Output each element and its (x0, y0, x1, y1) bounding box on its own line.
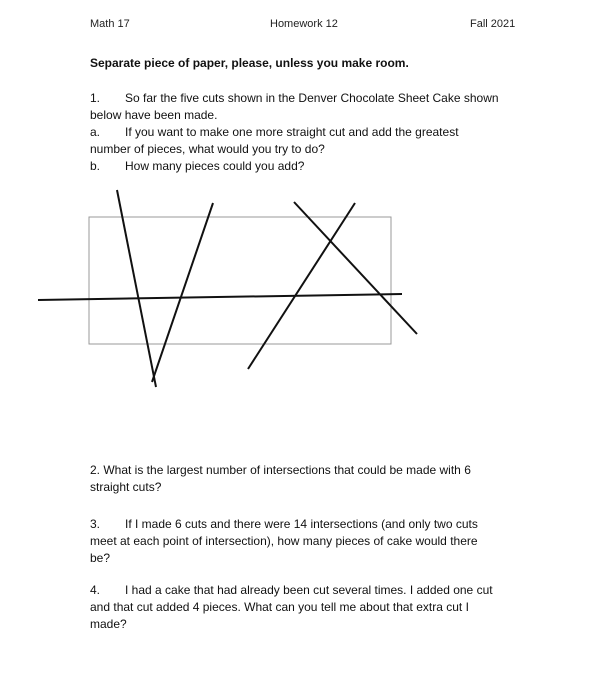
q1-number: 1. (90, 91, 101, 105)
q4-line3: made? (90, 617, 127, 631)
question-2 (90, 462, 530, 496)
instruction-text: Separate piece of paper, please, unless you make room. (90, 56, 409, 70)
assignment-title: Homework 12 (270, 18, 338, 30)
question-3 (90, 516, 530, 567)
question-4 (90, 582, 530, 633)
q2-line1: 2. What is the largest number of intersections that could be made with 6 (90, 463, 471, 477)
q1a-line1: If you want to make one more straight cut and add the greatest (125, 125, 459, 139)
cut-line-1 (117, 190, 156, 387)
q1a-label: a. (90, 125, 101, 139)
q3-line2: meet at each point of intersection), how many pieces of cake would there (90, 534, 478, 548)
q3-number: 3. (90, 517, 101, 531)
q3-line1: If I made 6 cuts and there were 14 intersections (and only two cuts (125, 517, 478, 531)
q2-line2: straight cuts? (90, 480, 162, 494)
q1a-line2: number of pieces, what would you try to do? (90, 142, 325, 156)
q1-text-line2: below have been made. (90, 108, 218, 122)
term-label: Fall 2021 (470, 18, 516, 30)
q1-text-line1: So far the five cuts shown in the Denver Chocolate Sheet Cake shown (125, 91, 499, 105)
cut-line-5 (38, 294, 402, 300)
cut-line-2 (152, 203, 213, 382)
q1b-text: How many pieces could you add? (125, 159, 305, 173)
course-label: Math 17 (90, 18, 130, 30)
q3-line3: be? (90, 551, 111, 565)
q4-line1: I had a cake that had already been cut several times. I added one cut (125, 583, 493, 597)
q4-number: 4. (90, 583, 101, 597)
q1b-label: b. (90, 159, 101, 173)
q4-line2: and that cut added 4 pieces. What can you tell me about that extra cut I (90, 600, 469, 614)
